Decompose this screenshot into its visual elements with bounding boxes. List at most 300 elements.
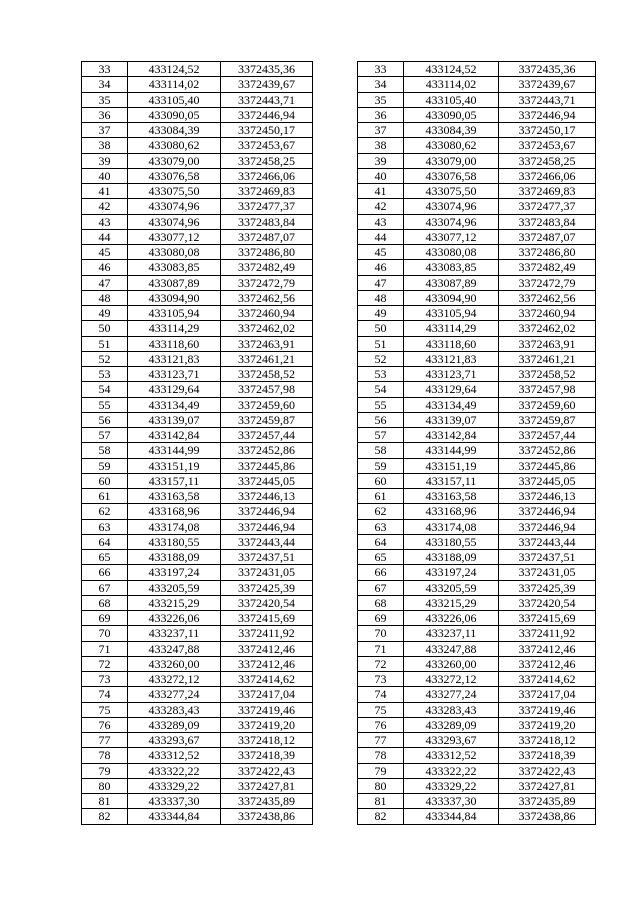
point-number-cell: 61 [82,489,128,504]
point-number-cell-right: 59 [358,458,404,473]
x-coordinate-cell: 433114,29 [128,321,221,336]
x-coordinate-cell: 433118,60 [128,336,221,351]
y-coordinate-cell: 3372443,44 [221,534,313,549]
x-coordinate-cell: 433277,24 [128,687,221,702]
y-coordinate-cell: 3372483,84 [221,214,313,229]
y-coordinate-cell: 3372425,39 [221,580,313,595]
x-coordinate-cell-right: 433114,29 [404,321,499,336]
x-coordinate-cell: 433105,40 [128,92,221,107]
point-number-cell: 81 [82,794,128,809]
y-coordinate-cell-right: 3372412,46 [499,656,596,671]
y-coordinate-cell-right: 3372457,98 [499,382,596,397]
point-number-cell: 82 [82,809,128,824]
table-row [82,412,596,427]
table-row [82,580,596,595]
y-coordinate-cell-right: 3372446,13 [499,489,596,504]
column-gap [313,519,358,534]
point-number-cell: 65 [82,550,128,565]
x-coordinate-cell-right: 433087,89 [404,275,499,290]
x-coordinate-cell: 433205,59 [128,580,221,595]
table-row [82,778,596,793]
y-coordinate-cell-right: 3372453,67 [499,138,596,153]
x-coordinate-cell-right: 433293,67 [404,733,499,748]
x-coordinate-cell: 433074,96 [128,199,221,214]
column-gap [313,397,358,412]
point-number-cell: 63 [82,519,128,534]
x-coordinate-cell-right: 433151,19 [404,458,499,473]
x-coordinate-cell: 433077,12 [128,229,221,244]
column-gap [313,367,358,382]
table-row [82,138,596,153]
point-number-cell-right: 46 [358,260,404,275]
y-coordinate-cell: 3372453,67 [221,138,313,153]
column-gap [313,107,358,122]
x-coordinate-cell-right: 433188,09 [404,550,499,565]
point-number-cell-right: 64 [358,534,404,549]
point-number-cell: 52 [82,351,128,366]
y-coordinate-cell: 3372486,80 [221,245,313,260]
y-coordinate-cell-right: 3372450,17 [499,123,596,138]
column-gap [313,595,358,610]
x-coordinate-cell: 433142,84 [128,428,221,443]
x-coordinate-cell: 433344,84 [128,809,221,824]
column-gap [313,123,358,138]
point-number-cell-right: 48 [358,290,404,305]
point-number-cell-right: 33 [358,62,404,77]
y-coordinate-cell-right: 3372466,06 [499,168,596,183]
point-number-cell-right: 51 [358,336,404,351]
point-number-cell: 53 [82,367,128,382]
y-coordinate-cell: 3372446,94 [221,107,313,122]
point-number-cell-right: 74 [358,687,404,702]
y-coordinate-cell: 3372412,46 [221,656,313,671]
x-coordinate-cell-right: 433283,43 [404,702,499,717]
y-coordinate-cell: 3372418,12 [221,733,313,748]
column-gap [313,565,358,580]
point-number-cell: 33 [82,62,128,77]
x-coordinate-cell: 433293,67 [128,733,221,748]
point-number-cell-right: 42 [358,199,404,214]
x-coordinate-cell-right: 433168,96 [404,504,499,519]
point-number-cell: 34 [82,77,128,92]
x-coordinate-cell: 433124,52 [128,62,221,77]
point-number-cell: 76 [82,717,128,732]
y-coordinate-cell-right: 3372415,69 [499,611,596,626]
x-coordinate-cell: 433168,96 [128,504,221,519]
y-coordinate-cell-right: 3372435,89 [499,794,596,809]
point-number-cell-right: 80 [358,778,404,793]
point-number-cell-right: 79 [358,763,404,778]
point-number-cell: 56 [82,412,128,427]
y-coordinate-cell: 3372446,94 [221,519,313,534]
table-row [82,397,596,412]
x-coordinate-cell: 433329,22 [128,778,221,793]
column-gap [313,702,358,717]
x-coordinate-cell-right: 433074,96 [404,199,499,214]
table-row [82,62,596,77]
column-gap [313,229,358,244]
y-coordinate-cell: 3372463,91 [221,336,313,351]
table-row [82,336,596,351]
point-number-cell: 58 [82,443,128,458]
x-coordinate-cell-right: 433142,84 [404,428,499,443]
column-gap [313,443,358,458]
point-number-cell: 50 [82,321,128,336]
x-coordinate-cell: 433197,24 [128,565,221,580]
x-coordinate-cell-right: 433289,09 [404,717,499,732]
table-row [82,763,596,778]
point-number-cell-right: 55 [358,397,404,412]
y-coordinate-cell-right: 3372435,36 [499,62,596,77]
column-gap [313,733,358,748]
point-number-cell: 68 [82,595,128,610]
x-coordinate-cell-right: 433080,08 [404,245,499,260]
point-number-cell: 71 [82,641,128,656]
x-coordinate-cell-right: 433090,05 [404,107,499,122]
x-coordinate-cell: 433076,58 [128,168,221,183]
column-gap [313,763,358,778]
point-number-cell: 60 [82,473,128,488]
point-number-cell-right: 39 [358,153,404,168]
point-number-cell-right: 54 [358,382,404,397]
point-number-cell-right: 56 [358,412,404,427]
point-number-cell-right: 47 [358,275,404,290]
y-coordinate-cell-right: 3372420,54 [499,595,596,610]
point-number-cell-right: 58 [358,443,404,458]
point-number-cell-right: 36 [358,107,404,122]
x-coordinate-cell-right: 433121,83 [404,351,499,366]
y-coordinate-cell-right: 3372445,86 [499,458,596,473]
column-gap [313,62,358,77]
table-row [82,626,596,641]
y-coordinate-cell: 3372482,49 [221,260,313,275]
x-coordinate-cell: 433087,89 [128,275,221,290]
y-coordinate-cell: 3372431,05 [221,565,313,580]
column-gap [313,92,358,107]
x-coordinate-cell-right: 433272,12 [404,672,499,687]
table-row [82,809,596,824]
column-gap [313,77,358,92]
column-gap [313,778,358,793]
table-row [82,306,596,321]
y-coordinate-cell: 3372477,37 [221,199,313,214]
table-row [82,184,596,199]
y-coordinate-cell-right: 3372445,05 [499,473,596,488]
point-number-cell: 37 [82,123,128,138]
point-number-cell-right: 41 [358,184,404,199]
x-coordinate-cell: 433129,64 [128,382,221,397]
column-gap [313,504,358,519]
x-coordinate-cell: 433134,49 [128,397,221,412]
y-coordinate-cell: 3372457,98 [221,382,313,397]
x-coordinate-cell: 433151,19 [128,458,221,473]
point-number-cell-right: 45 [358,245,404,260]
column-gap [313,245,358,260]
x-coordinate-cell-right: 433105,94 [404,306,499,321]
x-coordinate-cell-right: 433079,00 [404,153,499,168]
y-coordinate-cell-right: 3372446,94 [499,519,596,534]
point-number-cell-right: 53 [358,367,404,382]
y-coordinate-cell-right: 3372439,67 [499,77,596,92]
y-coordinate-cell: 3372445,86 [221,458,313,473]
y-coordinate-cell-right: 3372437,51 [499,550,596,565]
table-row [82,794,596,809]
x-coordinate-cell-right: 433197,24 [404,565,499,580]
table-row [82,245,596,260]
y-coordinate-cell: 3372452,86 [221,443,313,458]
column-gap [313,672,358,687]
point-number-cell-right: 75 [358,702,404,717]
x-coordinate-cell: 433283,43 [128,702,221,717]
table-row [82,702,596,717]
x-coordinate-cell-right: 433094,90 [404,290,499,305]
column-gap [313,290,358,305]
x-coordinate-cell-right: 433114,02 [404,77,499,92]
table-row [82,489,596,504]
x-coordinate-cell-right: 433084,39 [404,123,499,138]
column-gap [313,428,358,443]
x-coordinate-cell: 433174,08 [128,519,221,534]
x-coordinate-cell: 433272,12 [128,672,221,687]
column-gap [313,611,358,626]
x-coordinate-cell-right: 433074,96 [404,214,499,229]
point-number-cell: 38 [82,138,128,153]
y-coordinate-cell-right: 3372463,91 [499,336,596,351]
column-gap [313,473,358,488]
y-coordinate-cell: 3372415,69 [221,611,313,626]
point-number-cell-right: 72 [358,656,404,671]
column-gap [313,412,358,427]
table-row [82,748,596,763]
table-row [82,92,596,107]
table-row [82,687,596,702]
point-number-cell: 74 [82,687,128,702]
x-coordinate-cell: 433312,52 [128,748,221,763]
x-coordinate-cell-right: 433129,64 [404,382,499,397]
x-coordinate-cell: 433074,96 [128,214,221,229]
point-number-cell-right: 63 [358,519,404,534]
point-number-cell-right: 43 [358,214,404,229]
y-coordinate-cell: 3372422,43 [221,763,313,778]
table-row [82,611,596,626]
column-gap [313,794,358,809]
y-coordinate-cell-right: 3372419,46 [499,702,596,717]
table-row [82,550,596,565]
x-coordinate-cell: 433084,39 [128,123,221,138]
point-number-cell: 59 [82,458,128,473]
x-coordinate-cell: 433322,22 [128,763,221,778]
x-coordinate-cell-right: 433080,62 [404,138,499,153]
x-coordinate-cell: 433139,07 [128,412,221,427]
y-coordinate-cell-right: 3372446,94 [499,504,596,519]
point-number-cell-right: 38 [358,138,404,153]
y-coordinate-cell-right: 3372462,56 [499,290,596,305]
y-coordinate-cell-right: 3372458,52 [499,367,596,382]
table-row [82,168,596,183]
table-row [82,534,596,549]
y-coordinate-cell-right: 3372411,92 [499,626,596,641]
table-row [82,595,596,610]
table-row [82,717,596,732]
column-gap [313,626,358,641]
point-number-cell-right: 52 [358,351,404,366]
y-coordinate-cell: 3372487,07 [221,229,313,244]
point-number-cell: 41 [82,184,128,199]
table-row [82,229,596,244]
point-number-cell: 72 [82,656,128,671]
y-coordinate-cell: 3372419,46 [221,702,313,717]
x-coordinate-cell: 433144,99 [128,443,221,458]
y-coordinate-cell-right: 3372418,12 [499,733,596,748]
y-coordinate-cell-right: 3372459,60 [499,397,596,412]
table-row [82,275,596,290]
point-number-cell: 49 [82,306,128,321]
y-coordinate-cell: 3372443,71 [221,92,313,107]
x-coordinate-cell-right: 433226,06 [404,611,499,626]
y-coordinate-cell-right: 3372482,49 [499,260,596,275]
y-coordinate-cell-right: 3372414,62 [499,672,596,687]
table-row [82,519,596,534]
point-number-cell-right: 82 [358,809,404,824]
point-number-cell: 66 [82,565,128,580]
y-coordinate-cell-right: 3372452,86 [499,443,596,458]
x-coordinate-cell-right: 433277,24 [404,687,499,702]
table-row [82,641,596,656]
y-coordinate-cell-right: 3372457,44 [499,428,596,443]
column-gap [313,168,358,183]
point-number-cell-right: 68 [358,595,404,610]
x-coordinate-cell: 433226,06 [128,611,221,626]
x-coordinate-cell: 433121,83 [128,351,221,366]
point-number-cell: 44 [82,229,128,244]
column-gap [313,458,358,473]
x-coordinate-cell: 433114,02 [128,77,221,92]
column-gap [313,641,358,656]
y-coordinate-cell-right: 3372431,05 [499,565,596,580]
x-coordinate-cell-right: 433077,12 [404,229,499,244]
column-gap [313,717,358,732]
point-number-cell-right: 35 [358,92,404,107]
column-gap [313,153,358,168]
x-coordinate-cell-right: 433144,99 [404,443,499,458]
point-number-cell: 77 [82,733,128,748]
point-number-cell-right: 73 [358,672,404,687]
y-coordinate-cell: 3372419,20 [221,717,313,732]
point-number-cell: 40 [82,168,128,183]
x-coordinate-cell: 433080,62 [128,138,221,153]
x-coordinate-cell-right: 433157,11 [404,473,499,488]
y-coordinate-cell: 3372414,62 [221,672,313,687]
x-coordinate-cell: 433188,09 [128,550,221,565]
point-number-cell: 67 [82,580,128,595]
x-coordinate-cell-right: 433134,49 [404,397,499,412]
y-coordinate-cell: 3372437,51 [221,550,313,565]
table-row [82,656,596,671]
point-number-cell: 42 [82,199,128,214]
column-gap [313,138,358,153]
table-row [82,77,596,92]
table-row [82,458,596,473]
point-number-cell-right: 81 [358,794,404,809]
y-coordinate-cell-right: 3372443,71 [499,92,596,107]
table-row [82,428,596,443]
column-gap [313,550,358,565]
y-coordinate-cell-right: 3372460,94 [499,306,596,321]
x-coordinate-cell: 433247,88 [128,641,221,656]
point-number-cell-right: 60 [358,473,404,488]
x-coordinate-cell-right: 433075,50 [404,184,499,199]
point-number-cell: 62 [82,504,128,519]
y-coordinate-cell-right: 3372438,86 [499,809,596,824]
y-coordinate-cell: 3372445,05 [221,473,313,488]
table-row [82,672,596,687]
table-row [82,351,596,366]
y-coordinate-cell: 3372450,17 [221,123,313,138]
point-number-cell: 80 [82,778,128,793]
x-coordinate-cell: 433289,09 [128,717,221,732]
point-number-cell-right: 62 [358,504,404,519]
point-number-cell-right: 70 [358,626,404,641]
y-coordinate-cell: 3372466,06 [221,168,313,183]
table-row [82,107,596,122]
y-coordinate-cell: 3372438,86 [221,809,313,824]
x-coordinate-cell-right: 433163,58 [404,489,499,504]
x-coordinate-cell: 433337,30 [128,794,221,809]
x-coordinate-cell-right: 433123,71 [404,367,499,382]
y-coordinate-cell-right: 3372486,80 [499,245,596,260]
table-row [82,321,596,336]
x-coordinate-cell-right: 433329,22 [404,778,499,793]
x-coordinate-cell-right: 433205,59 [404,580,499,595]
point-number-cell-right: 61 [358,489,404,504]
x-coordinate-cell: 433237,11 [128,626,221,641]
point-number-cell-right: 57 [358,428,404,443]
x-coordinate-cell: 433094,90 [128,290,221,305]
x-coordinate-cell-right: 433322,22 [404,763,499,778]
x-coordinate-cell-right: 433174,08 [404,519,499,534]
column-gap [313,489,358,504]
y-coordinate-cell: 3372458,52 [221,367,313,382]
x-coordinate-cell-right: 433344,84 [404,809,499,824]
point-number-cell-right: 71 [358,641,404,656]
table-row [82,733,596,748]
column-gap [313,382,358,397]
y-coordinate-cell: 3372459,60 [221,397,313,412]
y-coordinate-cell-right: 3372487,07 [499,229,596,244]
y-coordinate-cell: 3372457,44 [221,428,313,443]
x-coordinate-cell-right: 433139,07 [404,412,499,427]
y-coordinate-cell: 3372411,92 [221,626,313,641]
point-number-cell: 54 [82,382,128,397]
y-coordinate-cell: 3372412,46 [221,641,313,656]
column-gap [313,748,358,763]
x-coordinate-cell: 433083,85 [128,260,221,275]
x-coordinate-cell-right: 433105,40 [404,92,499,107]
table-row [82,123,596,138]
y-coordinate-cell-right: 3372458,25 [499,153,596,168]
column-gap [313,321,358,336]
y-coordinate-cell-right: 3372459,87 [499,412,596,427]
column-gap [313,199,358,214]
y-coordinate-cell-right: 3372425,39 [499,580,596,595]
y-coordinate-cell-right: 3372472,79 [499,275,596,290]
y-coordinate-cell: 3372460,94 [221,306,313,321]
x-coordinate-cell: 433215,29 [128,595,221,610]
y-coordinate-cell-right: 3372483,84 [499,214,596,229]
y-coordinate-cell: 3372461,21 [221,351,313,366]
point-number-cell-right: 34 [358,77,404,92]
x-coordinate-cell-right: 433076,58 [404,168,499,183]
